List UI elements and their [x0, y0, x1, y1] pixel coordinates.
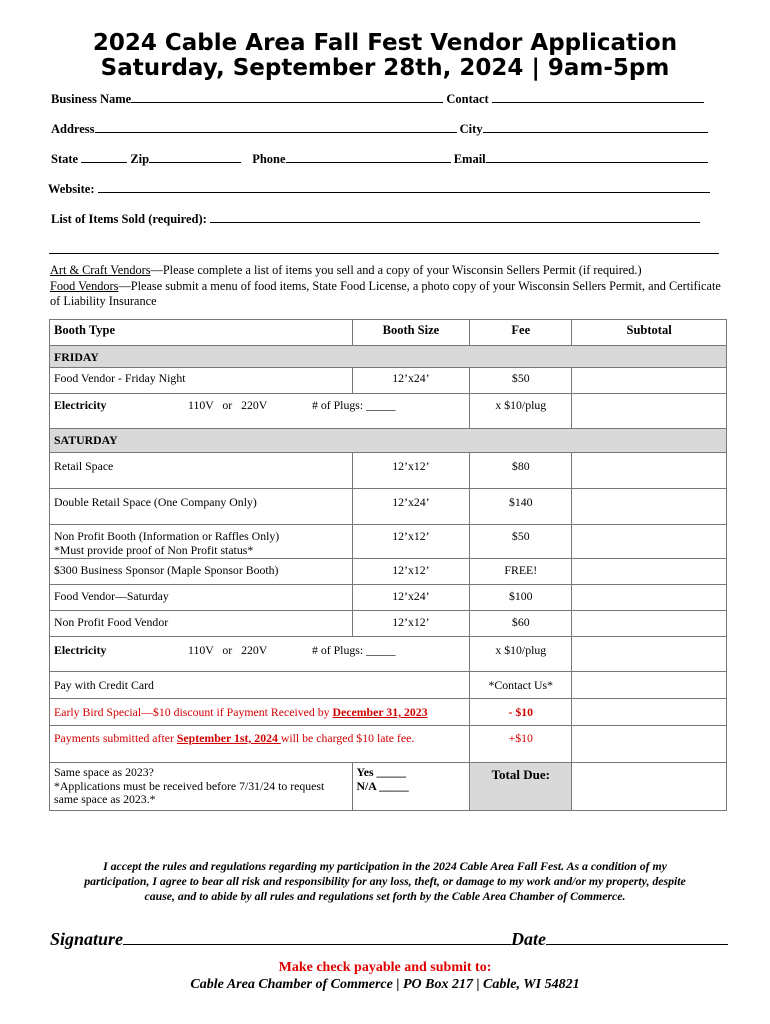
early-bird-row: [50, 699, 727, 726]
same-space-yes[interactable]: Yes _____: [356, 765, 406, 779]
same-space-question: Same space as 2023?: [54, 765, 154, 779]
booth-type: $300 Business Sponsor (Maple Sponsor Booth): [50, 559, 353, 585]
art-instruction: [50, 263, 730, 279]
mailing-address: Cable Area Chamber of Commerce | PO Box 217 | Cable, WI 54821: [190, 977, 580, 992]
voltage-options[interactable]: 110V or 220V: [188, 398, 268, 412]
booth-fee: $50: [470, 368, 572, 394]
late-fee-row: [50, 726, 727, 763]
early-bird-cell: [50, 699, 470, 726]
art-vendors-label: Art & Craft Vendors: [50, 263, 151, 277]
subtotal-cell[interactable]: [572, 559, 727, 585]
phone-field[interactable]: [286, 151, 451, 163]
early-bird-date: December 31, 2023: [332, 705, 428, 719]
plugs-field[interactable]: # of Plugs: _____: [312, 398, 396, 412]
booth-size: 12’x12’: [352, 453, 470, 489]
saturday-label: SATURDAY: [50, 429, 727, 453]
booth-fee: $80: [470, 453, 572, 489]
late-fee-amount: +$10: [470, 726, 572, 763]
acceptance-statement: I accept the rules and regulations regarding my participation in the 2024 Cable Area Fall Fest. As a condition of my participation, I agree to bear all risk and responsibility for any loss, theft, or damage to my work and/or my property, despite cause, and to abide by all rules and regulations set forth by the Cable Area Chamber of Commerce.: [84, 859, 686, 903]
subtotal-cell[interactable]: [572, 368, 727, 394]
electricity-fee: x $10/plug: [470, 394, 572, 429]
friday-label: FRIDAY: [50, 346, 727, 368]
subtotal-cell[interactable]: [572, 525, 727, 559]
booth-fee: $140: [470, 489, 572, 525]
items-sold-row: [51, 211, 700, 227]
header-fee: Fee: [470, 320, 572, 346]
business-name-field[interactable]: [131, 91, 443, 103]
contact-field[interactable]: [492, 91, 704, 103]
table-row: [50, 525, 727, 559]
contact-label: Contact: [446, 92, 489, 106]
zip-label: Zip: [130, 152, 150, 166]
email-label: Email: [453, 152, 486, 166]
booth-type: Food Vendor—Saturday: [50, 585, 353, 611]
table-row: [50, 585, 727, 611]
booth-size: 12’x24’: [352, 368, 470, 394]
electricity-label: Electricity: [54, 398, 107, 412]
state-row: [51, 151, 708, 167]
booth-type: Food Vendor - Friday Night: [50, 368, 353, 394]
same-space-cell: [50, 763, 353, 811]
same-space-answer: [352, 763, 470, 811]
subtotal-cell[interactable]: [572, 453, 727, 489]
city-field[interactable]: [483, 121, 708, 133]
credit-card-row: [50, 672, 727, 699]
form-title: 2024 Cable Area Fall Fest Vendor Application: [92, 30, 678, 56]
early-bird-fee: - $10: [470, 699, 572, 726]
total-due-label: Total Due:: [470, 763, 572, 811]
friday-electricity-row: [50, 394, 727, 429]
signature-row: [50, 929, 728, 950]
credit-card-fee: *Contact Us*: [470, 672, 572, 699]
same-space-na[interactable]: N/A _____: [356, 778, 409, 793]
electricity-cell: [50, 394, 470, 429]
electricity-label: Electricity: [54, 643, 107, 657]
saturday-electricity-row: [50, 637, 727, 672]
booth-size: 12’x12’: [352, 611, 470, 637]
header-subtotal: Subtotal: [572, 320, 727, 346]
late-fee-date: September 1st, 2024: [176, 731, 281, 745]
food-vendors-text: —Please submit a menu of food items, State Food License, a photo copy of your Wisconsin Sellers Permit, and Certificate of Liability Insurance: [50, 278, 721, 308]
credit-card-label: Pay with Credit Card: [50, 672, 470, 699]
same-space-row: [50, 763, 727, 811]
friday-section-row: [50, 346, 727, 368]
food-vendors-label: Food Vendors: [50, 278, 119, 293]
items-sold-extra-line[interactable]: [49, 253, 719, 254]
total-due-cell[interactable]: [572, 763, 727, 811]
header-booth-type: Booth Type: [50, 320, 353, 346]
table-row: [50, 559, 727, 585]
late-fee-cell: [50, 726, 470, 763]
subtotal-cell[interactable]: [572, 672, 727, 699]
website-row: [48, 181, 710, 197]
address-field[interactable]: [95, 121, 457, 133]
electricity-fee: x $10/plug: [470, 637, 572, 672]
subtotal-cell[interactable]: [572, 489, 727, 525]
signature-field[interactable]: [123, 930, 511, 945]
booth-size: 12’x12’: [352, 525, 470, 559]
saturday-section-row: [50, 429, 727, 453]
booth-table: [49, 319, 727, 811]
booth-type-line2: *Must provide proof of Non Profit status*: [54, 543, 254, 557]
form-subtitle: Saturday, September 28th, 2024 | 9am-5pm: [100, 55, 670, 81]
booth-type: Double Retail Space (One Company Only): [50, 489, 353, 525]
website-field[interactable]: [98, 181, 710, 193]
booth-size: 12’x24’: [352, 489, 470, 525]
booth-size: 12’x24’: [352, 585, 470, 611]
subtotal-cell[interactable]: [572, 611, 727, 637]
email-field[interactable]: [486, 151, 708, 163]
booth-fee: FREE!: [470, 559, 572, 585]
booth-type-line1: Non Profit Booth (Information or Raffles Only): [54, 529, 280, 543]
table-header-row: [50, 320, 727, 346]
table-row: [50, 611, 727, 637]
website-label: Website:: [48, 182, 95, 196]
electricity-cell: [50, 637, 470, 672]
booth-type: Non Profit Food Vendor: [50, 611, 353, 637]
signature-label: Signature: [50, 929, 124, 949]
booth-fee: $60: [470, 611, 572, 637]
header-booth-size: Booth Size: [352, 320, 470, 346]
early-bird-text: Early Bird Special—$10 discount if Payment Received by: [54, 705, 333, 719]
vendor-instructions: [50, 263, 730, 310]
booth-type: [50, 525, 353, 559]
subtotal-cell[interactable]: [572, 394, 727, 429]
subtotal-cell[interactable]: [572, 699, 727, 726]
business-name-label: Business Name: [51, 92, 132, 106]
state-field[interactable]: [81, 151, 127, 163]
subtotal-cell[interactable]: [572, 726, 727, 763]
table-row: [50, 368, 727, 394]
phone-label: Phone: [252, 152, 286, 166]
items-sold-label: List of Items Sold (required):: [51, 212, 207, 226]
plugs-field[interactable]: # of Plugs: _____: [312, 643, 396, 657]
late-fee-text2: will be charged $10 late fee.: [280, 731, 415, 745]
items-sold-field[interactable]: [210, 211, 700, 223]
art-vendors-text: —Please complete a list of items you sell and a copy of your Wisconsin Sellers Permit (if required.): [150, 263, 642, 277]
booth-type: Retail Space: [50, 453, 353, 489]
booth-fee: $50: [470, 525, 572, 559]
booth-fee: $100: [470, 585, 572, 611]
same-space-note: *Applications must be received before 7/31/24 to request same space as 2023.*: [54, 778, 325, 806]
address-label: Address: [51, 122, 95, 136]
late-fee-text: Payments submitted after: [54, 731, 177, 745]
table-row: [50, 453, 727, 489]
food-instruction: [50, 279, 730, 310]
state-label: State: [51, 152, 79, 166]
zip-field[interactable]: [149, 151, 241, 163]
city-label: City: [459, 122, 483, 136]
payment-instruction: Make check payable and submit to:: [278, 960, 492, 975]
booth-size: 12’x12’: [352, 559, 470, 585]
subtotal-cell[interactable]: [572, 637, 727, 672]
table-row: [50, 489, 727, 525]
subtotal-cell[interactable]: [572, 585, 727, 611]
date-field[interactable]: [546, 930, 728, 945]
date-label: Date: [511, 929, 547, 949]
voltage-options[interactable]: 110V or 220V: [188, 643, 268, 657]
address-row: [51, 121, 708, 137]
business-name-row: [51, 91, 704, 107]
